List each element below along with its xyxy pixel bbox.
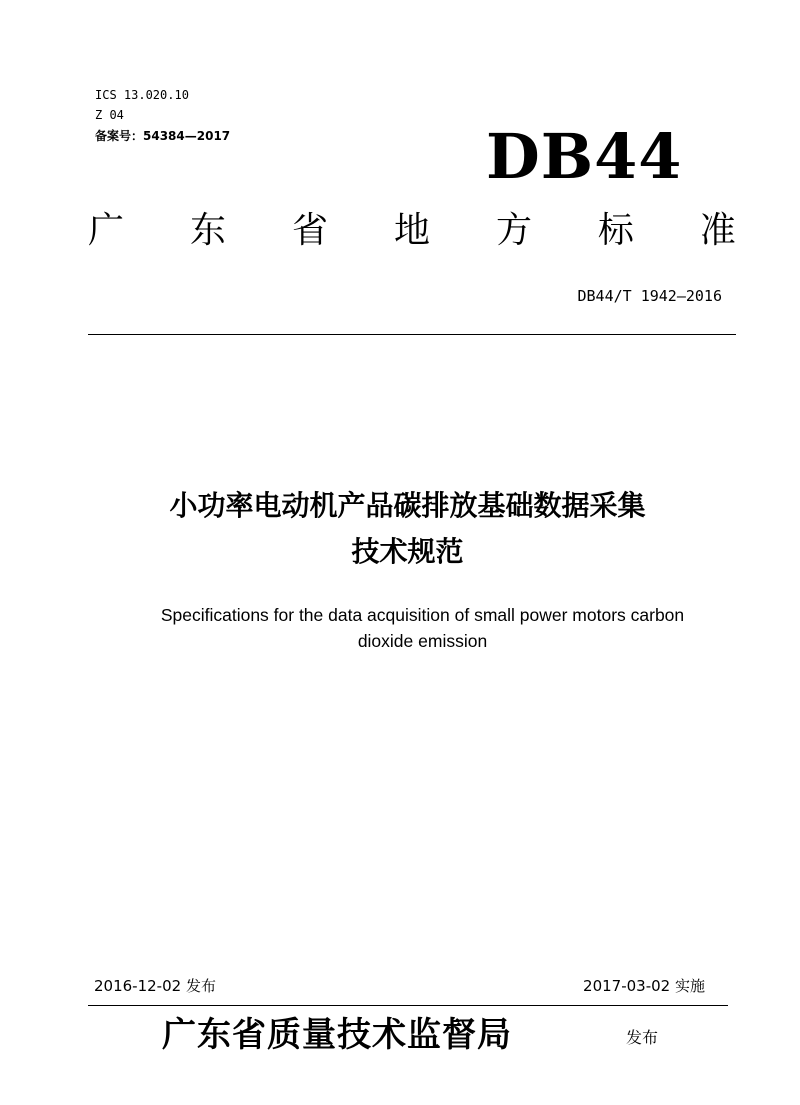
standard-type-char: 省 <box>291 210 328 251</box>
standard-type-char: 东 <box>189 210 226 251</box>
standard-type-char: 广 <box>88 210 125 251</box>
standard-type-heading <box>88 208 736 254</box>
implementation-date: 2017-03-02 实施 <box>583 977 705 995</box>
standard-type-char: 标 <box>597 210 634 251</box>
db-mark: DB44 <box>486 120 683 193</box>
bottom-divider <box>88 1005 728 1006</box>
standard-type-char: 方 <box>495 210 532 251</box>
english-title-line-1: Specifications for the data acquisition of small power motors carbon <box>160 605 685 625</box>
standard-type-char: 准 <box>699 210 736 251</box>
chinese-title-line-2: 技术规范 <box>351 535 464 568</box>
english-title-line-2: dioxide emission <box>357 631 488 651</box>
record-number: 备案号：54384—2017 <box>95 129 231 143</box>
standard-type-char: 地 <box>393 210 430 251</box>
ics-code: ICS 13.020.10 <box>95 88 189 102</box>
issue-date: 2016-12-02 发布 <box>94 977 216 995</box>
issuing-authority: 广东省质量技术监督局 <box>162 1015 512 1055</box>
top-divider <box>88 334 736 335</box>
ccs-code: Z 04 <box>95 108 124 122</box>
issuing-authority-suffix: 发布 <box>626 1028 659 1047</box>
chinese-title-line-1: 小功率电动机产品碳排放基础数据采集 <box>169 489 646 522</box>
standard-number: DB44/T 1942—2016 <box>577 287 722 305</box>
